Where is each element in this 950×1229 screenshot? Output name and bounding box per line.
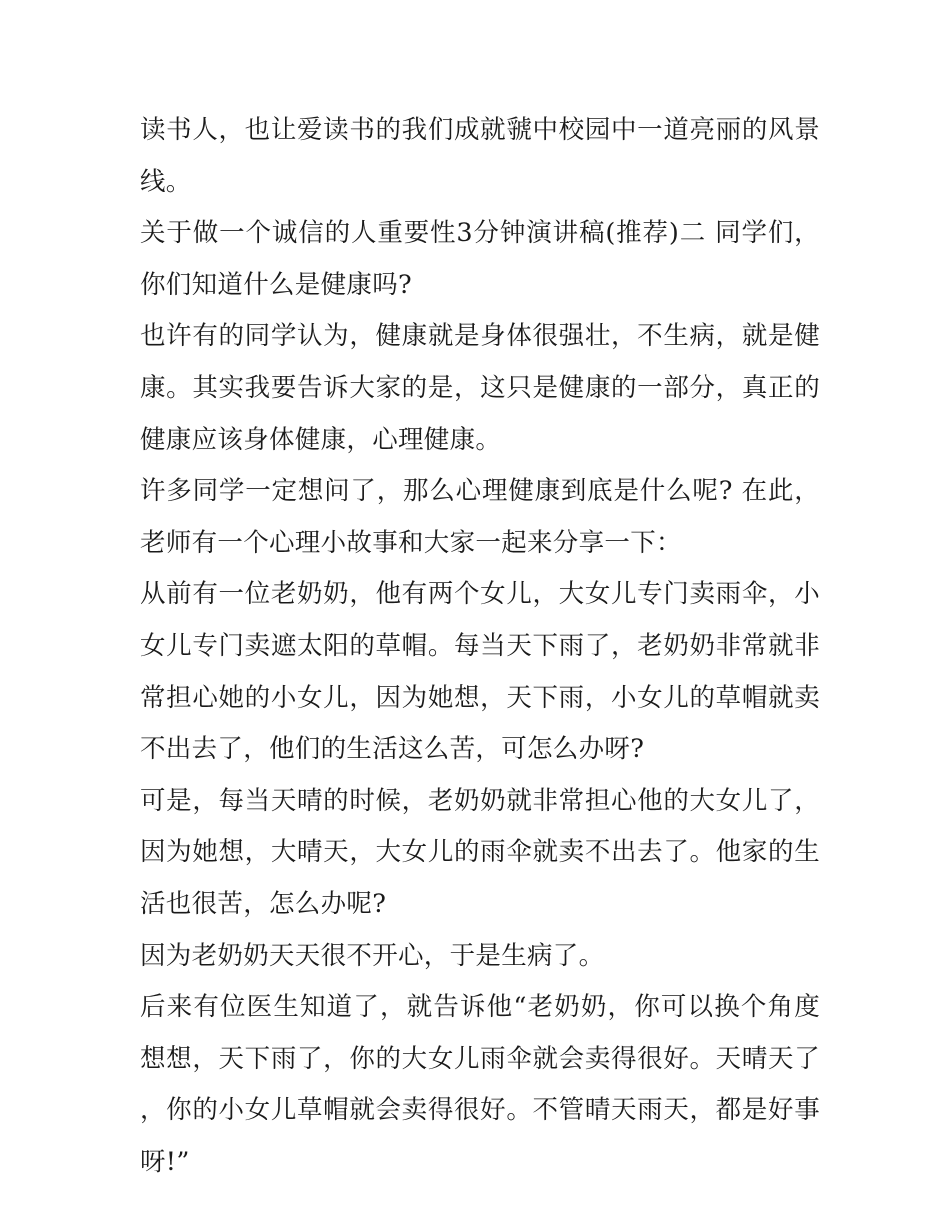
paragraph-6: 可是，每当天晴的时候，老奶奶就非常担心他的大女儿了，因为她想，大晴天，大女儿的雨伞就卖不出去了。他家的生活也很苦，怎么办呢? xyxy=(140,785,820,919)
paragraph-2: 关于做一个诚信的人重要性3分钟演讲稿(推荐)二 同学们，你们知道什么是健康吗? xyxy=(140,218,820,300)
paragraph-3: 也许有的同学认为，健康就是身体很强壮，不生病，就是健康。其实我要告诉大家的是，这只是健康的一部分，真正的健康应该身体健康，心理健康。 xyxy=(140,321,820,455)
paragraph-8: 后来有位医生知道了，就告诉他“老奶奶，你可以换个角度想想，天下雨了，你的大女儿雨伞就会卖得很好。天晴天了，你的小女儿草帽就会卖得很好。不管晴天雨天，都是好事呀!” xyxy=(140,992,820,1177)
paragraph-7: 因为老奶奶天天很不开心，于是生病了。 xyxy=(140,940,605,971)
document-body xyxy=(140,105,820,1188)
paragraph-4: 许多同学一定想问了，那么心理健康到底是什么呢? 在此，老师有一个心理小故事和大家一起来分享一下： xyxy=(140,476,820,558)
paragraph-1: 读书人，也让爱读书的我们成就虢中校园中一道亮丽的风景线。 xyxy=(140,115,820,197)
paragraph-5: 从前有一位老奶奶，他有两个女儿，大女儿专门卖雨伞，小女儿专门卖遮太阳的草帽。每当天下雨了，老奶奶非常就非常担心她的小女儿，因为她想，天下雨，小女儿的草帽就卖不出去了，他们的生活这么苦，可怎么办呀? xyxy=(140,579,820,765)
